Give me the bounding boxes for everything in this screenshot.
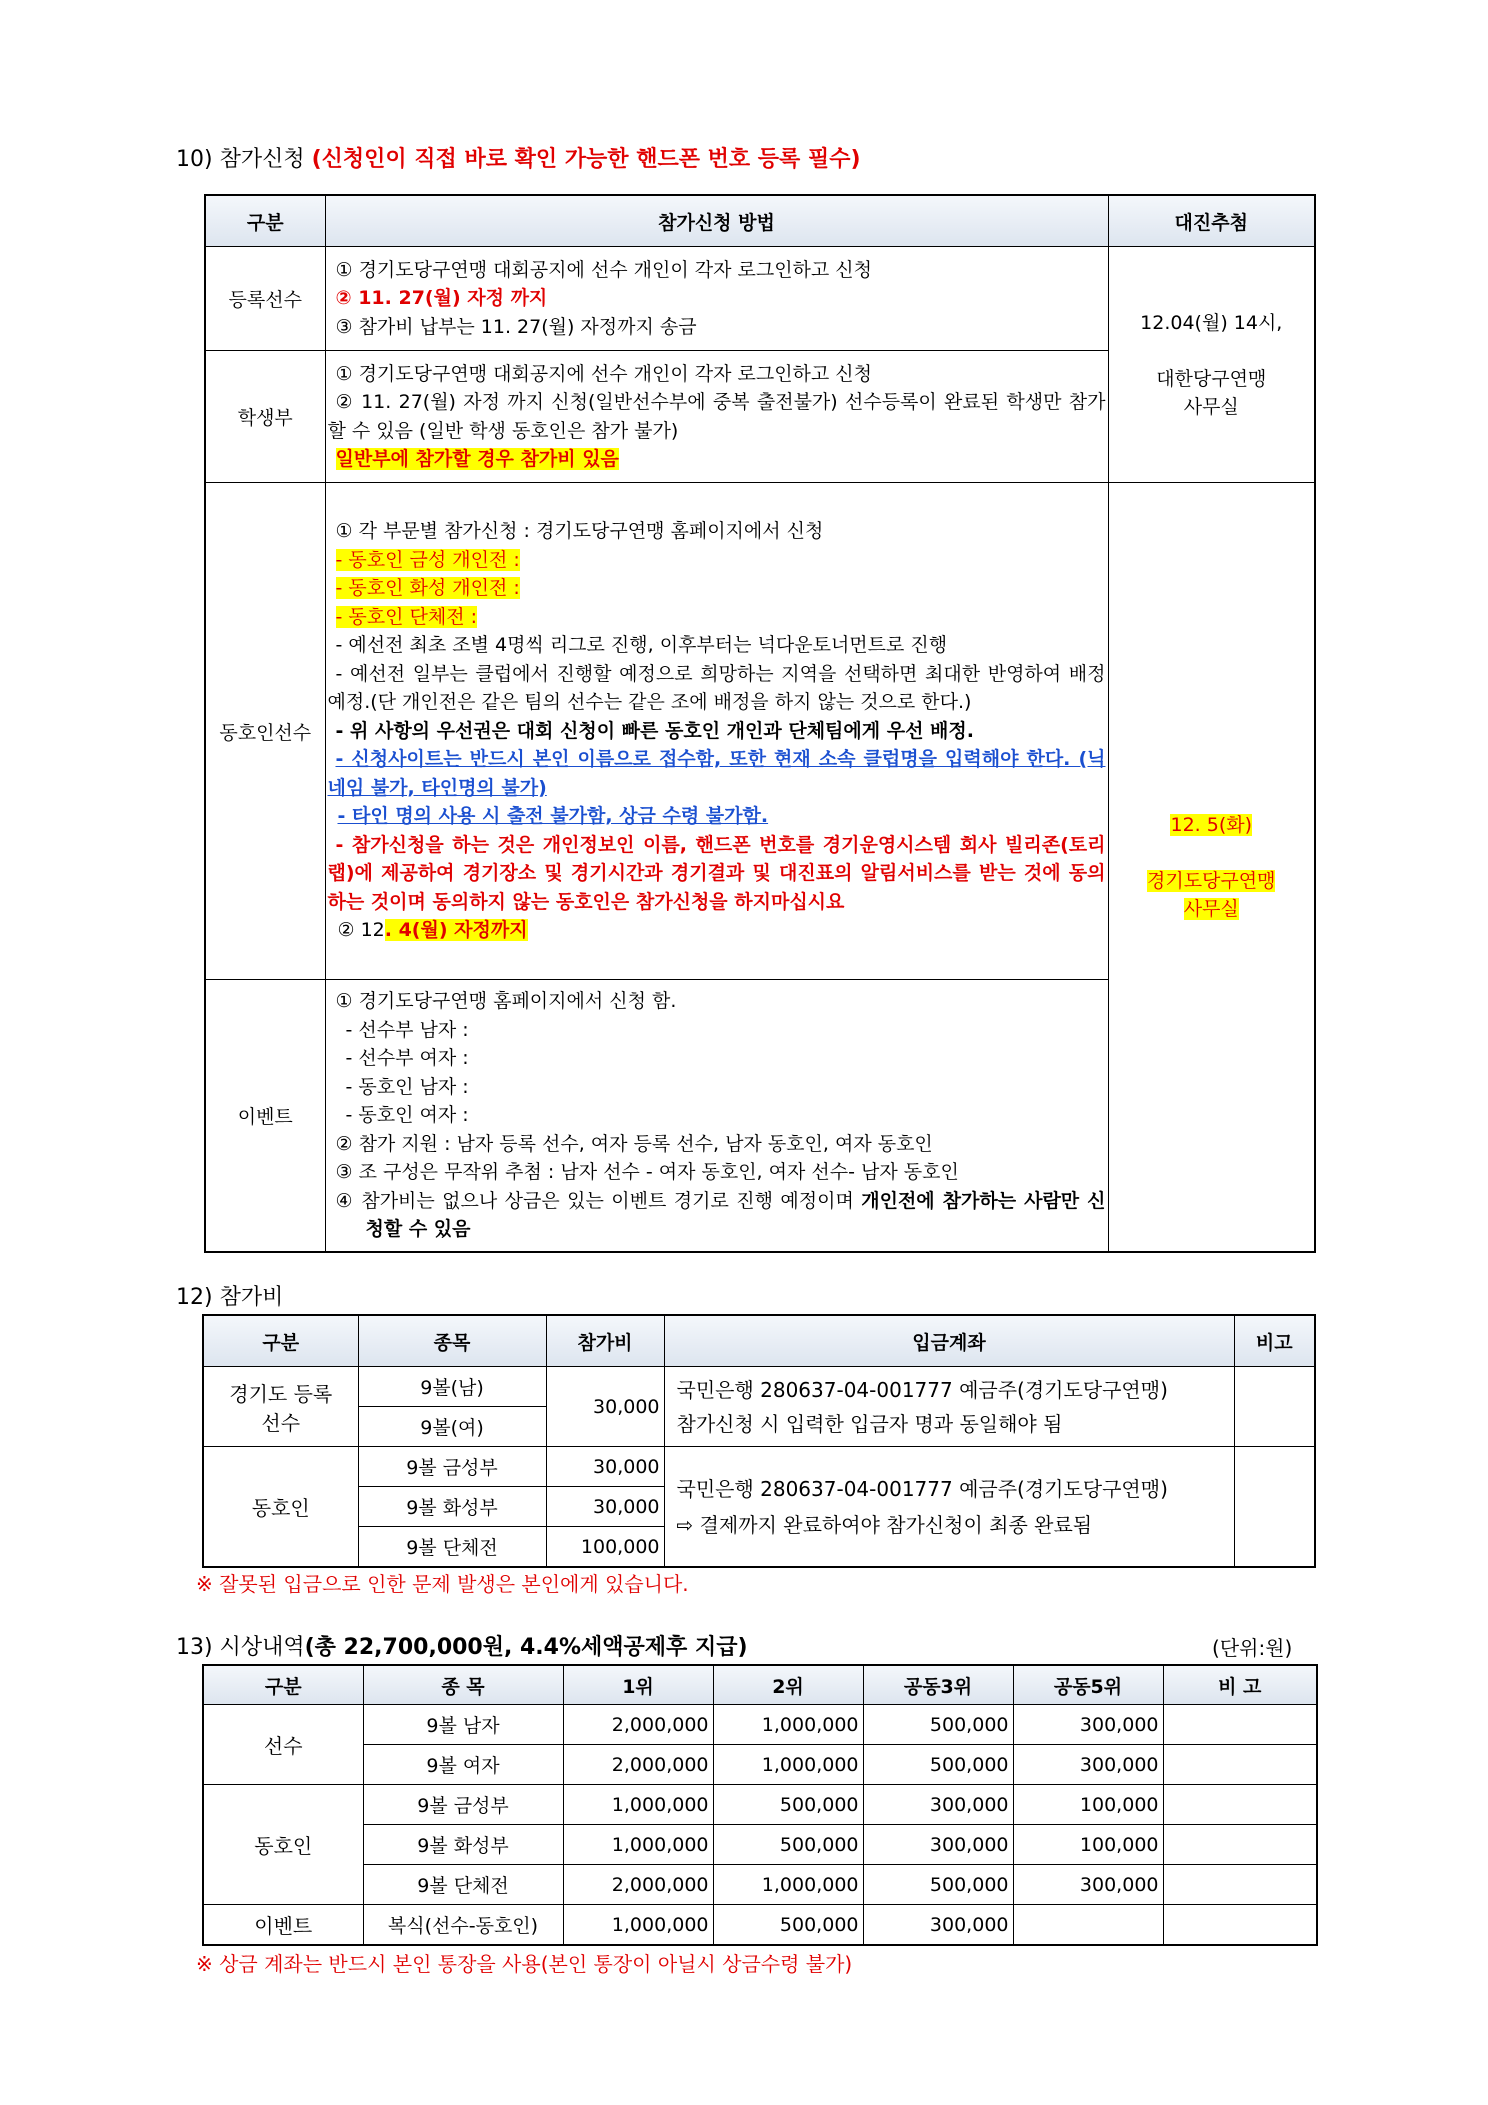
amateur-line-10: - 참가신청을 하는 것은 개인정보인 이름, 핸드폰 번호를 경기운영시스템 회사 빌리존(토리랩)에 제공하여 경기장소 및 경기시간과 경기결과 및 대진표의 알림서비스를 받는 것에 동의하는 것이며 동의하지 않는 동호인은 참가신청을 하지마십시요 xyxy=(327,833,1106,913)
fee-note: ※ 잘못된 입금으로 인한 문제 발생은 본인에게 있습니다. xyxy=(196,1572,689,1596)
row-label-student: 학생부 xyxy=(205,351,325,483)
student-line-1: ① 경기도당구연맹 대회공지에 선수 개인이 각자 로그인하고 신청 xyxy=(335,362,873,385)
prize-3rd: 300,000 xyxy=(863,1905,1013,1946)
fee-account-gyeonggi-2: 참가신청 시 입력한 입금자 명과 동일해야 됨 xyxy=(676,1411,1063,1436)
prize-5th: 300,000 xyxy=(1013,1865,1163,1905)
section-13-title-prefix: 13) 시상내역 xyxy=(176,1635,305,1660)
section-12-title: 12) 참가비 xyxy=(176,1285,284,1310)
fee-item-9ball-women: 9볼(여) xyxy=(358,1407,546,1447)
prize-note xyxy=(1163,1865,1317,1905)
event-line-8b: 개인전에 참가하는 사람만 신청할 수 있음 xyxy=(365,1189,1106,1240)
prize-1st: 2,000,000 xyxy=(563,1745,713,1785)
prize-note xyxy=(1163,1905,1317,1946)
fee-header-account: 입금계좌 xyxy=(664,1315,1234,1367)
fee-amount-mars: 30,000 xyxy=(546,1487,664,1527)
prize-note xyxy=(1163,1745,1317,1785)
prize-group-event: 이벤트 xyxy=(203,1905,363,1946)
prize-header-5th: 공동5위 xyxy=(1013,1665,1163,1705)
fee-item-gold: 9볼 금성부 xyxy=(358,1447,546,1487)
prize-1st: 1,000,000 xyxy=(563,1905,713,1946)
fee-label-amateur: 동호인 xyxy=(203,1447,358,1568)
amateur-line-8: - 신청사이트는 반드시 본인 이름으로 접수함, 또한 현재 소속 클럽명을 입력해야 한다. (닉네임 불가, 타인명의 불가) xyxy=(327,748,1106,799)
prize-group-player: 선수 xyxy=(203,1705,363,1785)
prize-item: 9볼 여자 xyxy=(363,1745,563,1785)
prize-5th: 300,000 xyxy=(1013,1745,1163,1785)
student-line-3: 일반부에 참가할 경우 참가비 있음 xyxy=(335,448,619,470)
registered-method-cell xyxy=(325,247,1108,351)
amateur-line-11b: . 4(월) 자정까지 xyxy=(384,919,528,942)
prize-header-2nd: 2위 xyxy=(713,1665,863,1705)
prize-note xyxy=(1163,1825,1317,1865)
prize-header-1st: 1위 xyxy=(563,1665,713,1705)
amateur-line-1: ① 각 부문별 참가신청 : 경기도당구연맹 홈페이지에서 신청 xyxy=(335,520,824,543)
header-method: 참가신청 방법 xyxy=(325,195,1108,247)
prize-group-amateur: 동호인 xyxy=(203,1785,363,1905)
draw-top-line-1: 12.04(월) 14시, xyxy=(1140,311,1283,334)
fee-header-category: 구분 xyxy=(203,1315,358,1367)
prize-5th: 100,000 xyxy=(1013,1785,1163,1825)
prize-5th: 100,000 xyxy=(1013,1825,1163,1865)
fee-amount-gold: 30,000 xyxy=(546,1447,664,1487)
registration-table xyxy=(204,194,1316,1253)
draw-top-line-2: 대한당구연맹 xyxy=(1156,367,1267,390)
amateur-method-cell xyxy=(325,483,1108,980)
draw-bottom-line-1: 12. 5(화) xyxy=(1170,813,1253,836)
fee-account-amateur xyxy=(664,1447,1234,1568)
section-10-title xyxy=(176,142,861,173)
amateur-line-4: - 동호인 단체전 : xyxy=(335,605,478,628)
amateur-line-6: - 예선전 일부는 클럽에서 진행할 예정으로 희망하는 지역을 선택하면 최대한 반영하여 배정 예정.(단 개인전은 같은 팀의 선수는 같은 조에 배정을 하지 않는 것으로 한다.) xyxy=(327,662,1106,714)
prize-note xyxy=(1163,1705,1317,1745)
prize-3rd: 300,000 xyxy=(863,1825,1013,1865)
event-line-8a: ④ 참가비는 없으나 상금은 있는 이벤트 경기로 진행 예정이며 xyxy=(335,1189,862,1212)
prize-1st: 1,000,000 xyxy=(563,1785,713,1825)
fee-item-mars: 9볼 화성부 xyxy=(358,1487,546,1527)
registered-line-3: ③ 참가비 납부는 11. 27(월) 자정까지 송금 xyxy=(335,315,697,338)
amateur-line-9: - 타인 명의 사용 시 출전 불가함, 상금 수령 불가함. xyxy=(337,805,769,828)
section-10-title-red: (신청인이 직접 바로 확인 가능한 핸드폰 번호 등록 필수) xyxy=(311,147,861,172)
fee-header-item: 종목 xyxy=(358,1315,546,1367)
prize-note-footer: ※ 상금 계좌는 반드시 본인 통장을 사용(본인 통장이 아닐시 상금수령 불가) xyxy=(196,1952,853,1976)
fee-note-amateur xyxy=(1234,1447,1315,1568)
prize-2nd: 1,000,000 xyxy=(713,1865,863,1905)
event-line-5: - 동호인 여자 : xyxy=(345,1104,469,1126)
draw-cell-top xyxy=(1108,247,1315,483)
prize-2nd: 500,000 xyxy=(713,1785,863,1825)
prize-item: 9볼 금성부 xyxy=(363,1785,563,1825)
row-label-registered: 등록선수 xyxy=(205,247,325,351)
prize-5th xyxy=(1013,1905,1163,1946)
prize-item: 9볼 단체전 xyxy=(363,1865,563,1905)
fee-note-gyeonggi xyxy=(1234,1367,1315,1447)
fee-account-gyeonggi xyxy=(664,1367,1234,1447)
prize-2nd: 1,000,000 xyxy=(713,1705,863,1745)
fee-amount-team: 100,000 xyxy=(546,1527,664,1568)
prize-2nd: 500,000 xyxy=(713,1905,863,1946)
section-10-title-prefix: 10) 참가신청 xyxy=(176,147,312,172)
prize-3rd: 300,000 xyxy=(863,1785,1013,1825)
fee-account-amateur-2: ⇨ 결제까지 완료하여야 참가신청이 최종 완료됨 xyxy=(676,1512,1093,1537)
event-line-3: - 선수부 여자 : xyxy=(345,1047,469,1069)
fee-account-amateur-1: 국민은행 280637-04-001777 예금주(경기도당구연맹) xyxy=(676,1476,1168,1501)
student-method-cell xyxy=(325,351,1108,483)
event-line-6: ② 참가 지원 : 남자 등록 선수, 여자 등록 선수, 남자 동호인, 여자 동호인 xyxy=(335,1132,933,1155)
prize-header-category: 구분 xyxy=(203,1665,363,1705)
prize-item: 9볼 남자 xyxy=(363,1705,563,1745)
fee-label-gyeonggi: 경기도 등록선수 xyxy=(203,1367,358,1447)
event-line-4: - 동호인 남자 : xyxy=(345,1075,469,1098)
prize-2nd: 1,000,000 xyxy=(713,1745,863,1785)
prize-header-note: 비 고 xyxy=(1163,1665,1317,1705)
row-label-event: 이벤트 xyxy=(205,980,325,1252)
fee-account-gyeonggi-1: 국민은행 280637-04-001777 예금주(경기도당구연맹) xyxy=(676,1377,1168,1402)
draw-bottom-line-2: 경기도당구연맹 xyxy=(1147,869,1276,892)
prize-3rd: 500,000 xyxy=(863,1865,1013,1905)
prize-note xyxy=(1163,1785,1317,1825)
prize-item: 복식(선수-동호인) xyxy=(363,1905,563,1946)
prize-1st: 2,000,000 xyxy=(563,1865,713,1905)
fee-item-9ball-men: 9볼(남) xyxy=(358,1367,546,1407)
prize-1st: 2,000,000 xyxy=(563,1705,713,1745)
row-label-amateur: 동호인선수 xyxy=(205,483,325,980)
amateur-line-3: - 동호인 화성 개인전 : xyxy=(335,577,520,600)
prize-5th: 300,000 xyxy=(1013,1705,1163,1745)
fee-table xyxy=(202,1314,1316,1568)
event-method-cell xyxy=(325,980,1108,1252)
header-category: 구분 xyxy=(205,195,325,247)
prize-3rd: 500,000 xyxy=(863,1745,1013,1785)
registered-line-1: ① 경기도당구연맹 대회공지에 선수 개인이 각자 로그인하고 신청 xyxy=(335,258,873,281)
event-line-1: ① 경기도당구연맹 홈페이지에서 신청 함. xyxy=(335,990,677,1012)
amateur-line-11a: ② 12 xyxy=(337,919,385,942)
prize-header-3rd: 공동3위 xyxy=(863,1665,1013,1705)
section-13-title-bold: (총 22,700,000원, 4.4%세액공제후 지급) xyxy=(304,1635,748,1660)
prize-1st: 1,000,000 xyxy=(563,1825,713,1865)
prize-item: 9볼 화성부 xyxy=(363,1825,563,1865)
event-line-7: ③ 조 구성은 무작위 추첨 : 남자 선수 - 여자 동호인, 여자 선수- 남자 동호인 xyxy=(335,1161,959,1183)
draw-bottom-line-3: 사무실 xyxy=(1183,897,1239,920)
student-line-2: ② 11. 27(월) 자정 까지 신청(일반선수부에 중복 출전불가) 선수등록이 완료된 학생만 참가할 수 있음 (일반 학생 동호인은 참가 불가) xyxy=(327,391,1106,442)
prize-header-item: 종 목 xyxy=(363,1665,563,1705)
fee-header-note: 비고 xyxy=(1234,1315,1315,1367)
fee-item-team: 9볼 단체전 xyxy=(358,1527,546,1568)
amateur-line-2: - 동호인 금성 개인전 : xyxy=(335,548,520,571)
prize-3rd: 500,000 xyxy=(863,1705,1013,1745)
amateur-line-5: - 예선전 최초 조별 4명씩 리그로 진행, 이후부터는 넉다운토너먼트로 진행 xyxy=(335,634,948,657)
fee-header-fee: 참가비 xyxy=(546,1315,664,1367)
section-13-unit: (단위:원) xyxy=(1212,1636,1293,1660)
section-13-title xyxy=(176,1630,748,1661)
prize-table xyxy=(202,1664,1318,1946)
event-line-2: - 선수부 남자 : xyxy=(345,1018,469,1041)
fee-amount-gyeonggi: 30,000 xyxy=(546,1367,664,1447)
draw-cell-bottom xyxy=(1108,483,1315,1252)
registered-line-2: ② 11. 27(월) 자정 까지 xyxy=(335,287,548,310)
prize-2nd: 500,000 xyxy=(713,1825,863,1865)
draw-top-line-3: 사무실 xyxy=(1183,395,1239,418)
amateur-line-7: - 위 사항의 우선권은 대회 신청이 빠른 동호인 개인과 단체팀에게 우선 배정. xyxy=(335,719,974,742)
header-draw: 대진추첨 xyxy=(1108,195,1315,247)
